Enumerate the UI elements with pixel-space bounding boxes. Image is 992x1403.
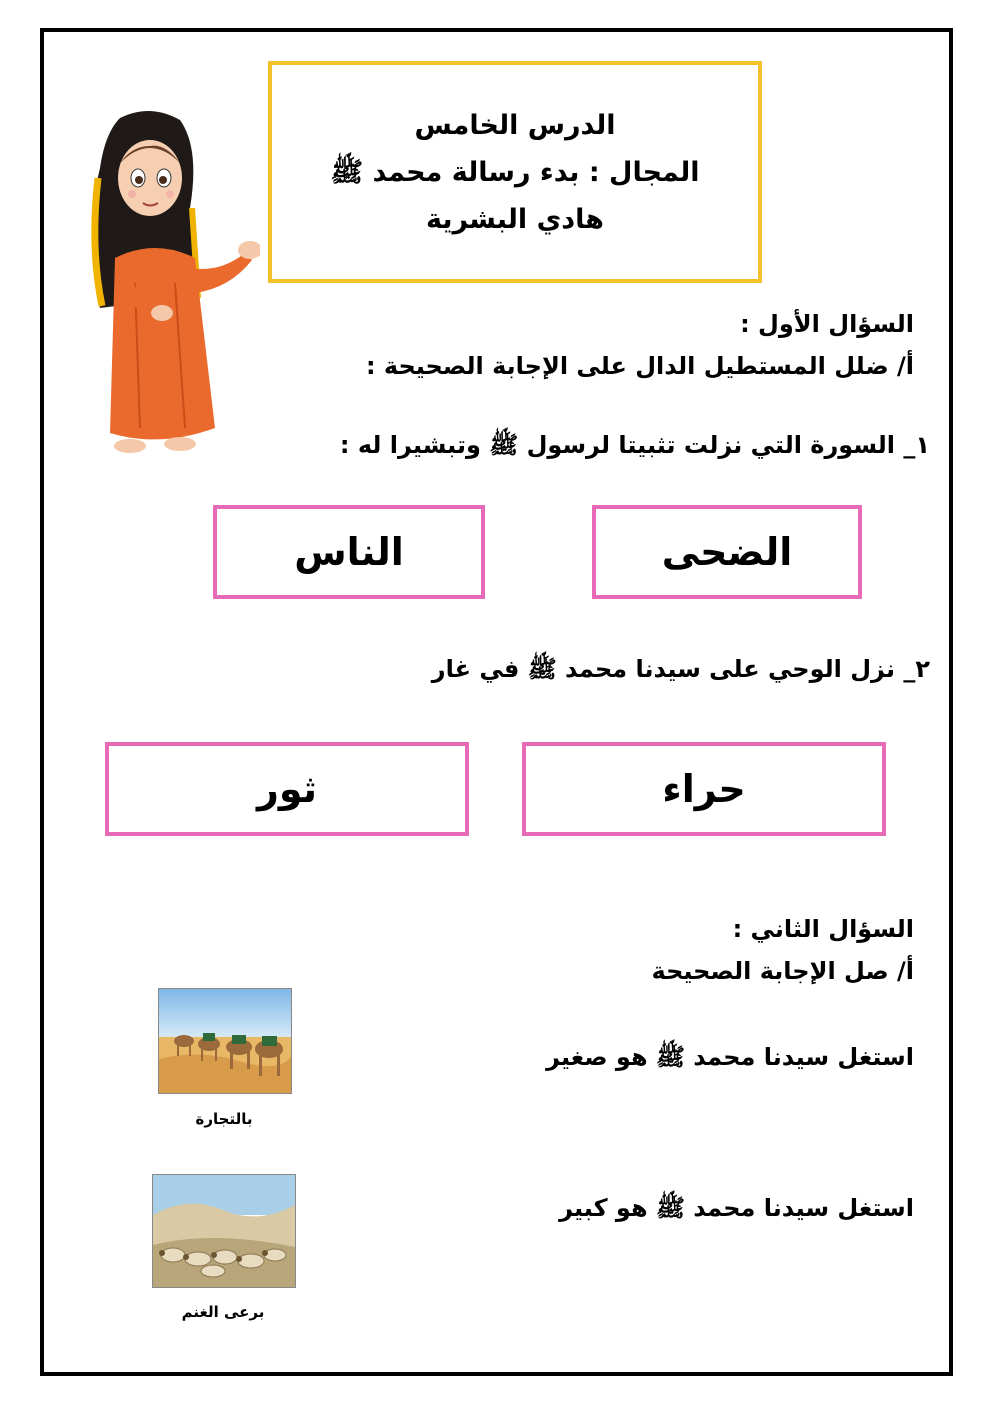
lesson-title-box [268,61,762,283]
question1-instruction: أ/ ضلل المستطيل الدال على الإجابة الصحيحة : [365,352,914,380]
caption-shepherding: برعى الغنم [181,1303,265,1321]
caption-trade: بالتجارة [195,1110,253,1128]
option-al-duha[interactable]: الضحى [592,505,862,599]
lesson-subtitle: هادي البشرية [425,203,605,235]
option-hira[interactable]: حراء [522,742,886,836]
girl-illustration [80,108,260,467]
question1-item2-prompt: ٢_ نزل الوحي على سيدنا محمد ﷺ في غار [431,655,930,683]
option-thawr[interactable]: ثور [105,742,469,836]
lesson-field: المجال : بدء رسالة محمد ﷺ [330,156,700,188]
statement-young: استغل سيدنا محمد ﷺ هو صغير [546,1043,914,1071]
question1-title: السؤال الأول : [740,310,914,338]
sheep-herd-image[interactable] [152,1174,296,1288]
camel-caravan-image[interactable] [158,988,292,1094]
statement-old: استغل سيدنا محمد ﷺ هو كبير [559,1194,914,1222]
lesson-number: الدرس الخامس [414,109,616,141]
question2-instruction: أ/ صل الإجابة الصحيحة [651,957,914,985]
option-al-nas[interactable]: الناس [213,505,485,599]
question2-title: السؤال الثاني : [732,915,914,943]
question1-item1-prompt: ١_ السورة التي نزلت تثبيتا لرسول ﷺ وتبشيرا له : [339,431,930,459]
